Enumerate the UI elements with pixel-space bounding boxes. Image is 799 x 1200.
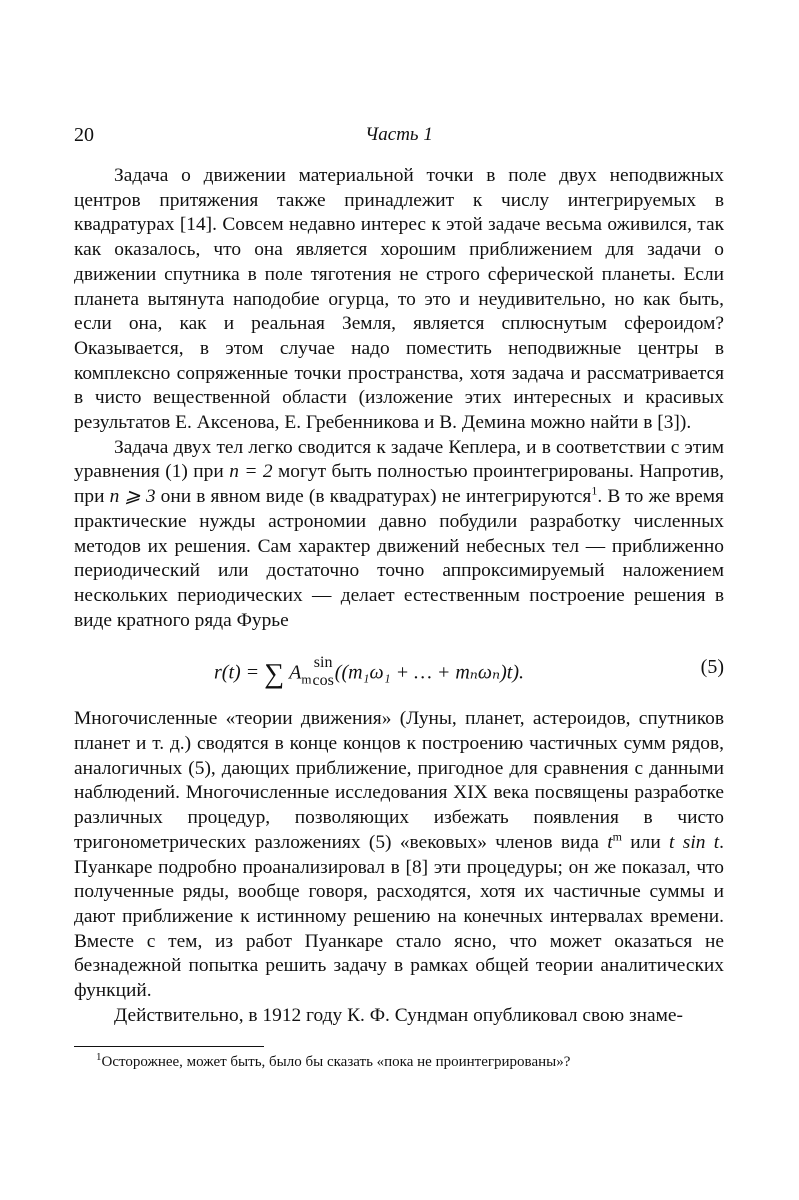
p2-text-1: Задача двух тел легко сводится к задаче Кеплера, и в соответствии с этим уравнения (1) при <box>74 436 724 483</box>
p3-or-word: или <box>621 831 670 853</box>
equation-5 <box>74 638 724 704</box>
footnote-mark: 1 <box>96 1051 102 1063</box>
paragraph-theories-of-motion <box>74 707 724 1003</box>
footnote <box>96 1051 716 1071</box>
math-n-equals-2: n = 2 <box>229 461 273 483</box>
formula-coefficient: A <box>289 661 302 684</box>
formula-argument: ((m₁ω₁ + … + mₙωₙ)t). <box>334 661 525 684</box>
page-number: 20 <box>74 124 94 146</box>
body-text <box>74 164 724 1029</box>
page-header <box>74 124 724 150</box>
equation-number: (5) <box>700 656 724 679</box>
math-t-power: m <box>612 829 622 844</box>
p2-text-5: делает естественным построение решения в виде кратного ряда Фурье <box>74 584 724 631</box>
p2-text-4: . В то же время практические нужды астрономии давно побудили разработку численных методов их решения. Сам характер движений небесных тел — приближенно периодический или достаточно точно аппроксимируемый наложением нескольких периодических — <box>74 486 724 606</box>
p3-text-1: Многочисленные «теории движения» (Луны, планет, астероидов, спутников планет и т. д.) сводятся в конце концов к построению частичных сумм рядов, аналогичных (5), дающих приближение, пригодное для сравнения с данными наблюдений. Многочисленные исследования XIX века посвящены разработке различных процедур, позволяющих избежать появления в чисто тригонометрических разложениях (5) «вековых» членов вида <box>74 708 724 853</box>
math-t: t <box>607 831 613 853</box>
trig-sin: sin <box>313 654 333 672</box>
paragraph-two-centers: Задача о движении материальной точки в поле двух неподвижных центров притяжения также принадлежит к числу интегрируемых в квадратурах [14]. Совсем недавно интерес к этой задаче весьма оживился, так как оказалось, что она является хорошим приближением для задачи о движении спутника в поле тяготения не строго сферической планеты. Если планета вытянута наподобие огурца, то это и неудивительно, но как быть, если она, как и реальная Земля, является сплюснутым сфероидом? Оказывается, в этом случае надо поместить неподвижные центры в комплексно сопряженные точки пространства, хотя задача и рассматривается в чисто вещественной области (изложение этих интересных и красивых результатов Е. Аксенова, Е. Гребенникова и В. Демина можно найти в [3]). <box>74 165 724 434</box>
footnote-reference[interactable]: 1 <box>591 483 598 498</box>
paragraph-two-body-problem <box>74 436 724 634</box>
p3-text-2: . Пуанкаре подробно проанализировал в [8] эти процедуры; он же показал, что полученные ряды, вообще говоря, расходятся, хотя их частичные суммы и дают приближение к истинному решению на конечных интервалах времени. Вместе с тем, из работ Пуанкаре стало ясно, что может оказаться не безнадежной попытка решить задачу в рамках общей теории аналитических функций. <box>74 831 724 1002</box>
fourier-series-formula <box>214 656 524 692</box>
paragraph-sundman: Действительно, в 1912 году К. Ф. Сундман опубликовал свою знаме- <box>114 1004 683 1026</box>
formula-coefficient-subscript: m <box>301 671 312 687</box>
math-n-geq-3: n ⩾ 3 <box>109 486 156 508</box>
footnote-text: Осторожнее, может быть, было бы сказать «пока не проинтегрированы»? <box>101 1054 571 1070</box>
running-head: Часть 1 <box>365 124 433 145</box>
p2-text-3: они в явном виде (в квадратурах) не интегрируются <box>155 486 592 508</box>
sum-symbol: ∑ <box>264 658 285 690</box>
footnote-divider <box>74 1046 264 1047</box>
p2-text-2: могут быть полностью проинтегрированы. Напротив, при <box>74 461 724 508</box>
math-t-sin-t: t sin t <box>669 831 720 853</box>
trig-cos: cos <box>312 672 334 690</box>
formula-lhs: r(t) = <box>214 661 265 684</box>
trig-stack <box>312 654 333 690</box>
